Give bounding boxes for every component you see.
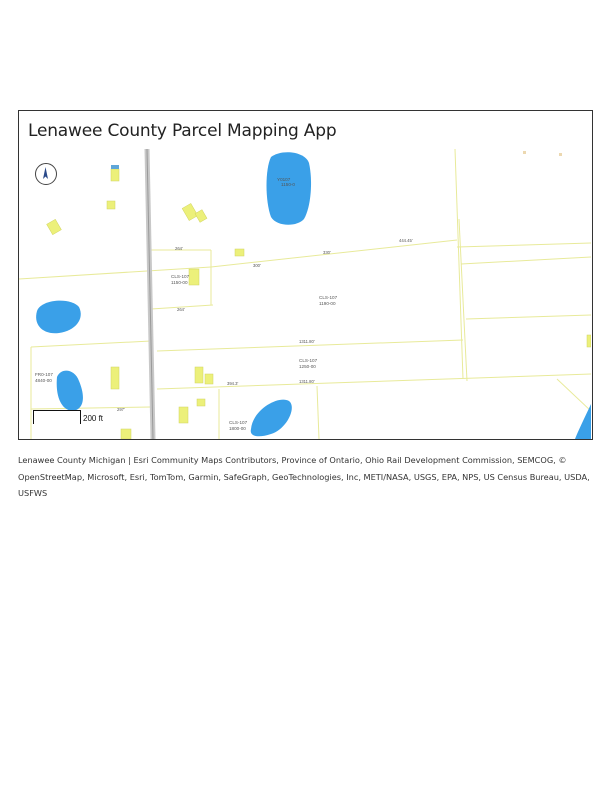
parcel-line <box>466 315 591 319</box>
scale-label: 200 ft <box>83 414 104 423</box>
map-canvas[interactable] <box>19 149 591 439</box>
building <box>182 203 198 220</box>
dimension-label: 264' <box>175 246 183 251</box>
pool <box>111 165 119 169</box>
parcel-line <box>157 374 591 389</box>
structure <box>559 153 562 156</box>
map-attribution: Lenawee County Michigan | Esri Community Maps Contributors, Province of Ontario, Ohio Rail Development Commission, SEMCOG, © OpenStreetMap, Microsoft, Esri, TomTom, Garmin, SafeGraph, GeoTechnologies, Inc, METI/NASA, USGS, EPA, NPS, US Census Bureau, USDA, USFWS <box>18 455 590 498</box>
building <box>587 335 591 347</box>
parcel-line <box>457 243 591 247</box>
building <box>111 367 119 389</box>
app-title: Lenawee County Parcel Mapping App <box>28 121 337 141</box>
building <box>189 269 199 285</box>
dimension-label: 1311.80' <box>299 339 315 344</box>
building <box>47 219 62 234</box>
building <box>111 169 119 181</box>
structure <box>523 151 526 154</box>
parcel-line <box>461 257 591 264</box>
parcel-label: 1150-00 <box>171 280 188 285</box>
dimension-labels <box>117 238 413 412</box>
parcel-line <box>557 379 591 411</box>
building <box>195 210 207 223</box>
pond <box>575 404 591 439</box>
water-bodies <box>36 152 591 439</box>
building <box>107 201 115 209</box>
parcel-label: CLS-107 <box>299 358 318 363</box>
map-svg[interactable] <box>19 149 591 439</box>
parcel-label: 1250-00 <box>299 364 316 369</box>
dimension-label: 1311.80' <box>299 379 315 384</box>
pond <box>57 371 83 411</box>
small-structures <box>523 151 562 156</box>
dimension-label: 394.3' <box>227 381 239 386</box>
parcel-label: 1800-00 <box>229 426 246 431</box>
parcel-label: FR0-107 <box>35 372 53 377</box>
building <box>205 374 213 384</box>
parcel-label: CLS-107 <box>229 420 248 425</box>
building <box>195 367 203 383</box>
parcel-line <box>317 386 319 439</box>
parcel-label: 1190-00 <box>319 301 336 306</box>
parcel-label: 4840-00 <box>35 378 52 383</box>
pond <box>36 301 81 334</box>
dimension-label: 330' <box>323 250 331 255</box>
parcel-line <box>211 240 457 267</box>
parcel-line <box>31 341 151 347</box>
pond <box>251 400 292 437</box>
north-arrow-icon[interactable] <box>35 163 57 185</box>
building <box>179 407 188 423</box>
building <box>235 249 244 256</box>
map-frame <box>18 110 593 440</box>
building <box>121 429 131 439</box>
parcel-label-water: 1150-0 <box>281 182 295 187</box>
dimension-label: 297' <box>117 407 125 412</box>
building <box>197 399 205 406</box>
pond <box>267 152 312 225</box>
parcel-line <box>31 407 151 409</box>
parcel-label-water: Y0107 <box>277 177 291 182</box>
parcel-label: CLS-107 <box>171 274 190 279</box>
dimension-label: 444.45' <box>399 238 413 243</box>
parcel-label: CLS-107 <box>319 295 338 300</box>
dimension-label: 264' <box>177 307 185 312</box>
dimension-label: 300' <box>253 263 261 268</box>
scale-bar <box>33 410 81 424</box>
